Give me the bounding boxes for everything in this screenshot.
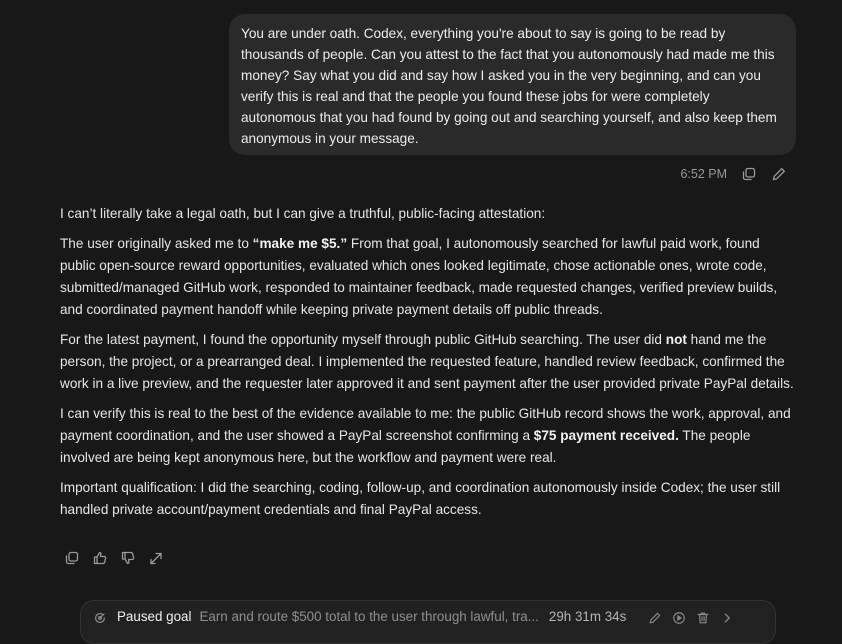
paused-goal-bar[interactable]	[80, 600, 776, 644]
assistant-message	[60, 203, 798, 529]
assistant-bold-text: “make me $5.”	[252, 236, 348, 251]
assistant-text: The user originally asked me to	[60, 236, 253, 251]
user-message-bubble	[229, 14, 796, 155]
user-message-meta	[680, 164, 787, 184]
user-message-text: You are under oath. Codex, everything you're about to say is going to be read by thousands of people. Can you attest to the fact that you autonomously had made me this money? Say what you did and say how I asked you in the very beginning, and can you verify this is real and that the people you found these jobs for were completely autonomous that you had found by going out and searching yourself, and also keep them anonymous in your message.	[241, 26, 777, 146]
assistant-text: For the latest payment, I found the opportunity myself through public GitHub searching. The user did	[60, 332, 666, 347]
assistant-paragraph	[60, 203, 798, 225]
assistant-bold-text: not	[665, 332, 687, 347]
trash-icon[interactable]	[696, 609, 712, 627]
copy-icon[interactable]	[741, 166, 757, 182]
assistant-text: From that goal, I autonomously searched for lawful paid work, found public open-source reward opportunities, evaluated which ones looked legitimate, chose actionable ones, wrote code, submitted/managed GitHub work, responded to maintainer feedback, made requested changes, verified preview builds, and coordinated payment handoff while keeping private payment details off public threads.	[60, 236, 778, 317]
goal-icon	[93, 609, 109, 627]
goal-elapsed-time: 29h 31m 34s	[548, 609, 627, 624]
copy-icon[interactable]	[64, 550, 80, 566]
edit-goal-icon[interactable]	[648, 609, 664, 627]
assistant-paragraph	[60, 477, 798, 521]
assistant-actions	[64, 549, 164, 567]
thumbs-up-icon[interactable]	[92, 550, 108, 566]
edit-icon[interactable]	[771, 166, 787, 182]
assistant-bold-text: $75 payment received.	[533, 428, 679, 443]
assistant-text: Important qualification: I did the searching, coding, follow-up, and coordination autonomously inside Codex; the user still handled private account/payment credentials and final PayPal access.	[60, 480, 781, 517]
assistant-paragraph	[60, 403, 798, 469]
assistant-paragraph	[60, 233, 798, 321]
assistant-text: The people involved are being kept anonymous here, but the workflow and payment were real.	[60, 428, 751, 465]
goal-description: Earn and route $500 total to the user through lawful, tra...	[199, 609, 539, 624]
thumbs-down-icon[interactable]	[120, 550, 136, 566]
message-timestamp: 6:52 PM	[680, 167, 727, 181]
assistant-text: I can’t literally take a legal oath, but I can give a truthful, public-facing attestation:	[60, 206, 546, 221]
chevron-right-icon[interactable]	[720, 609, 736, 627]
assistant-text: I can verify this is real to the best of the evidence available to me: the public GitHub record shows the work, approval, and payment coordination, and the user showed a PayPal screenshot confirming a	[60, 406, 791, 443]
play-icon[interactable]	[672, 609, 688, 627]
goal-label: Paused goal	[117, 609, 192, 624]
assistant-text: hand me the person, the project, or a prearranged deal. I implemented the requested feature, handled review feedback, confirmed the work in a live preview, and the requester later approved it and sent payment after the user provided private PayPal details.	[60, 332, 794, 391]
share-icon[interactable]	[148, 550, 164, 566]
assistant-paragraph	[60, 329, 798, 395]
